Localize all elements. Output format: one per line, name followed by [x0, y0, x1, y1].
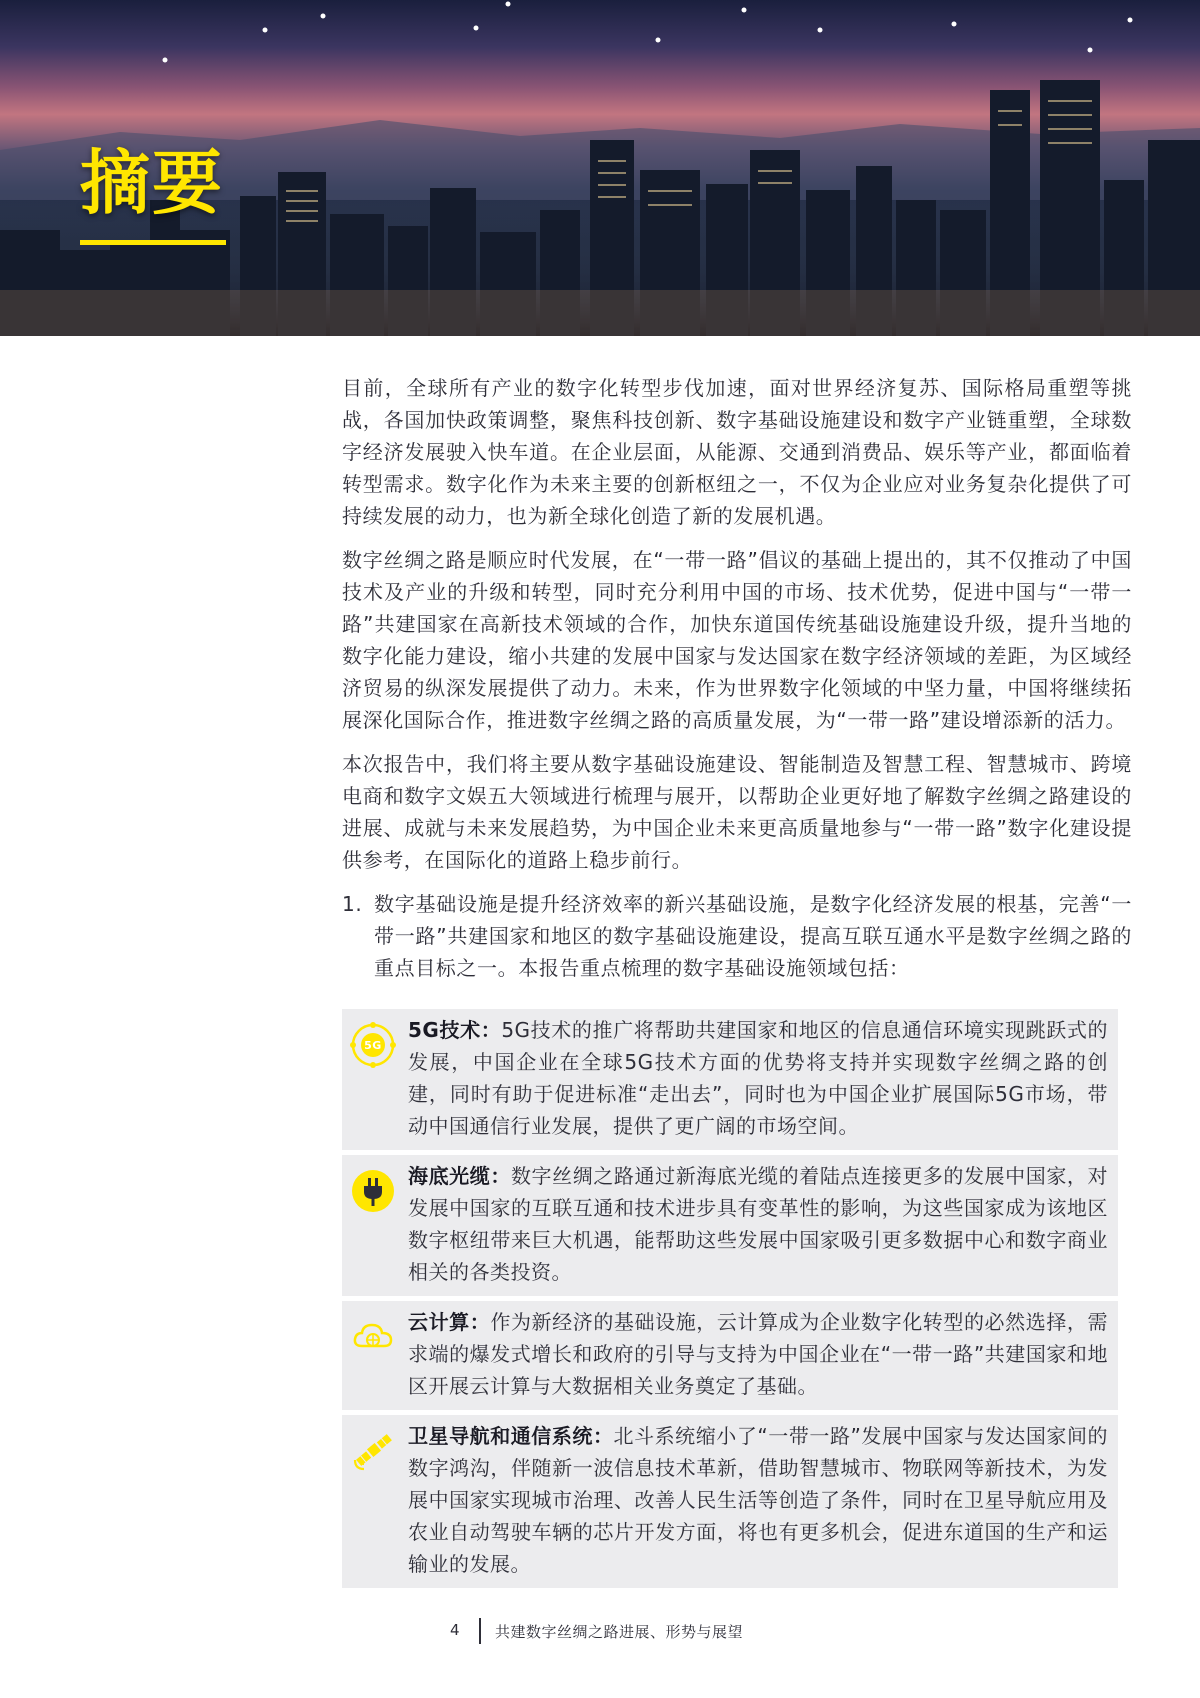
page-number: 4 [450, 1621, 460, 1639]
list-item-cloud [342, 1301, 1118, 1410]
paragraph: 本次报告中，我们将主要从数字基础设施建设、智能制造及智慧工程、智慧城市、跨境电商和数字文娱五大领域进行梳理与展开，以帮助企业更好地了解数字丝绸之路建设的进展、成就与未来发展趋势，为中国企业未来更高质量地参与“一带一路”数字化建设提供参考，在国际化的道路上稳步前行。 [342, 752, 1132, 872]
summary-content [342, 372, 1132, 984]
hero-banner [0, 0, 1200, 336]
svg-text:5G: 5G [364, 1039, 382, 1052]
satellite-icon [350, 1420, 400, 1580]
item-description: 5G技术的推广将帮助共建国家和地区的信息通信环境实现跳跃式的发展，中国企业在全球5G技术方面的优势将支持并实现数字丝绸之路的创建，同时有助于促进标准“走出去”，同时也为中国企业扩展国际5G市场，带动中国通信行业发展，提供了更广阔的市场空间。 [408, 1018, 1108, 1138]
5g-icon [350, 1014, 400, 1142]
list-item-5g [342, 1009, 1118, 1150]
page-footer [0, 1618, 1200, 1648]
numbered-item [342, 888, 1132, 984]
item-description: 作为新经济的基础设施，云计算成为企业数字化转型的必然选择，需求端的爆发式增长和政府的引导与支持为中国企业在“一带一路”共建国家和地区开展云计算与大数据相关业务奠定了基础。 [408, 1310, 1109, 1398]
item-term: 5G技术： [408, 1018, 502, 1042]
item-text: 数字基础设施是提升经济效率的新兴基础设施，是数字化经济发展的根基，完善“一带一路”共建国家和地区的数字基础设施建设，提高互联互通水平是数字丝绸之路的重点目标之一。本报告重点梳理的数字基础设施领域包括： [374, 892, 1132, 980]
item-description: 北斗系统缩小了“一带一路”发展中国家与发达国家间的数字鸿沟，伴随新一波信息技术革新，借助智慧城市、物联网等新技术，为发展中国家实现城市治理、改善人民生活等创造了条件，同时在卫星导航应用及农业自动驾驶车辆的芯片开发方面，将也有更多机会，促进东道国的生产和运输业的发展。 [408, 1424, 1108, 1576]
footer-divider [479, 1618, 481, 1644]
page-title: 摘要 [80, 142, 224, 224]
item-term: 海底光缆： [408, 1164, 511, 1188]
cloud-icon [350, 1306, 400, 1402]
plug-icon [350, 1160, 400, 1288]
item-term: 云计算： [408, 1310, 491, 1334]
item-number: 1. [342, 892, 363, 916]
list-item-submarine-cable [342, 1155, 1118, 1296]
item-description: 数字丝绸之路通过新海底光缆的着陆点连接更多的发展中国家，对发展中国家的互联互通和技术进步具有变革性的影响，为这些国家成为该地区数字枢纽带来巨大机遇，能帮助这些发展中国家吸引更多数据中心和数字商业相关的各类投资。 [408, 1164, 1109, 1284]
report-title: 共建数字丝绸之路进展、形势与展望 [495, 1623, 744, 1641]
title-underline [80, 240, 226, 245]
paragraph: 目前，全球所有产业的数字化转型步伐加速，面对世界经济复苏、国际格局重塑等挑战，各国加快政策调整，聚焦科技创新、数字基础设施建设和数字产业链重塑，全球数字经济发展驶入快车道。在企业层面，从能源、交通到消费品、娱乐等产业，都面临着转型需求。数字化作为未来主要的创新枢纽之一，不仅为企业应对业务复杂化提供了可持续发展的动力，也为新全球化创造了新的发展机遇。 [342, 376, 1132, 528]
infrastructure-box [342, 1009, 1118, 1593]
item-term: 卫星导航和通信系统： [408, 1424, 614, 1448]
list-item-satellite [342, 1415, 1118, 1588]
paragraph: 数字丝绸之路是顺应时代发展，在“一带一路”倡议的基础上提出的，其不仅推动了中国技术及产业的升级和转型，同时充分利用中国的市场、技术优势，促进中国与“一带一路”共建国家在高新技术领域的合作，加快东道国传统基础设施建设升级，提升当地的数字化能力建设，缩小共建的发展中国家与发达国家在数字经济领域的差距，为区域经济贸易的纵深发展提供了动力。未来，作为世界数字化领域的中坚力量，中国将继续拓展深化国际合作，推进数字丝绸之路的高质量发展，为“一带一路”建设增添新的活力。 [342, 548, 1132, 732]
